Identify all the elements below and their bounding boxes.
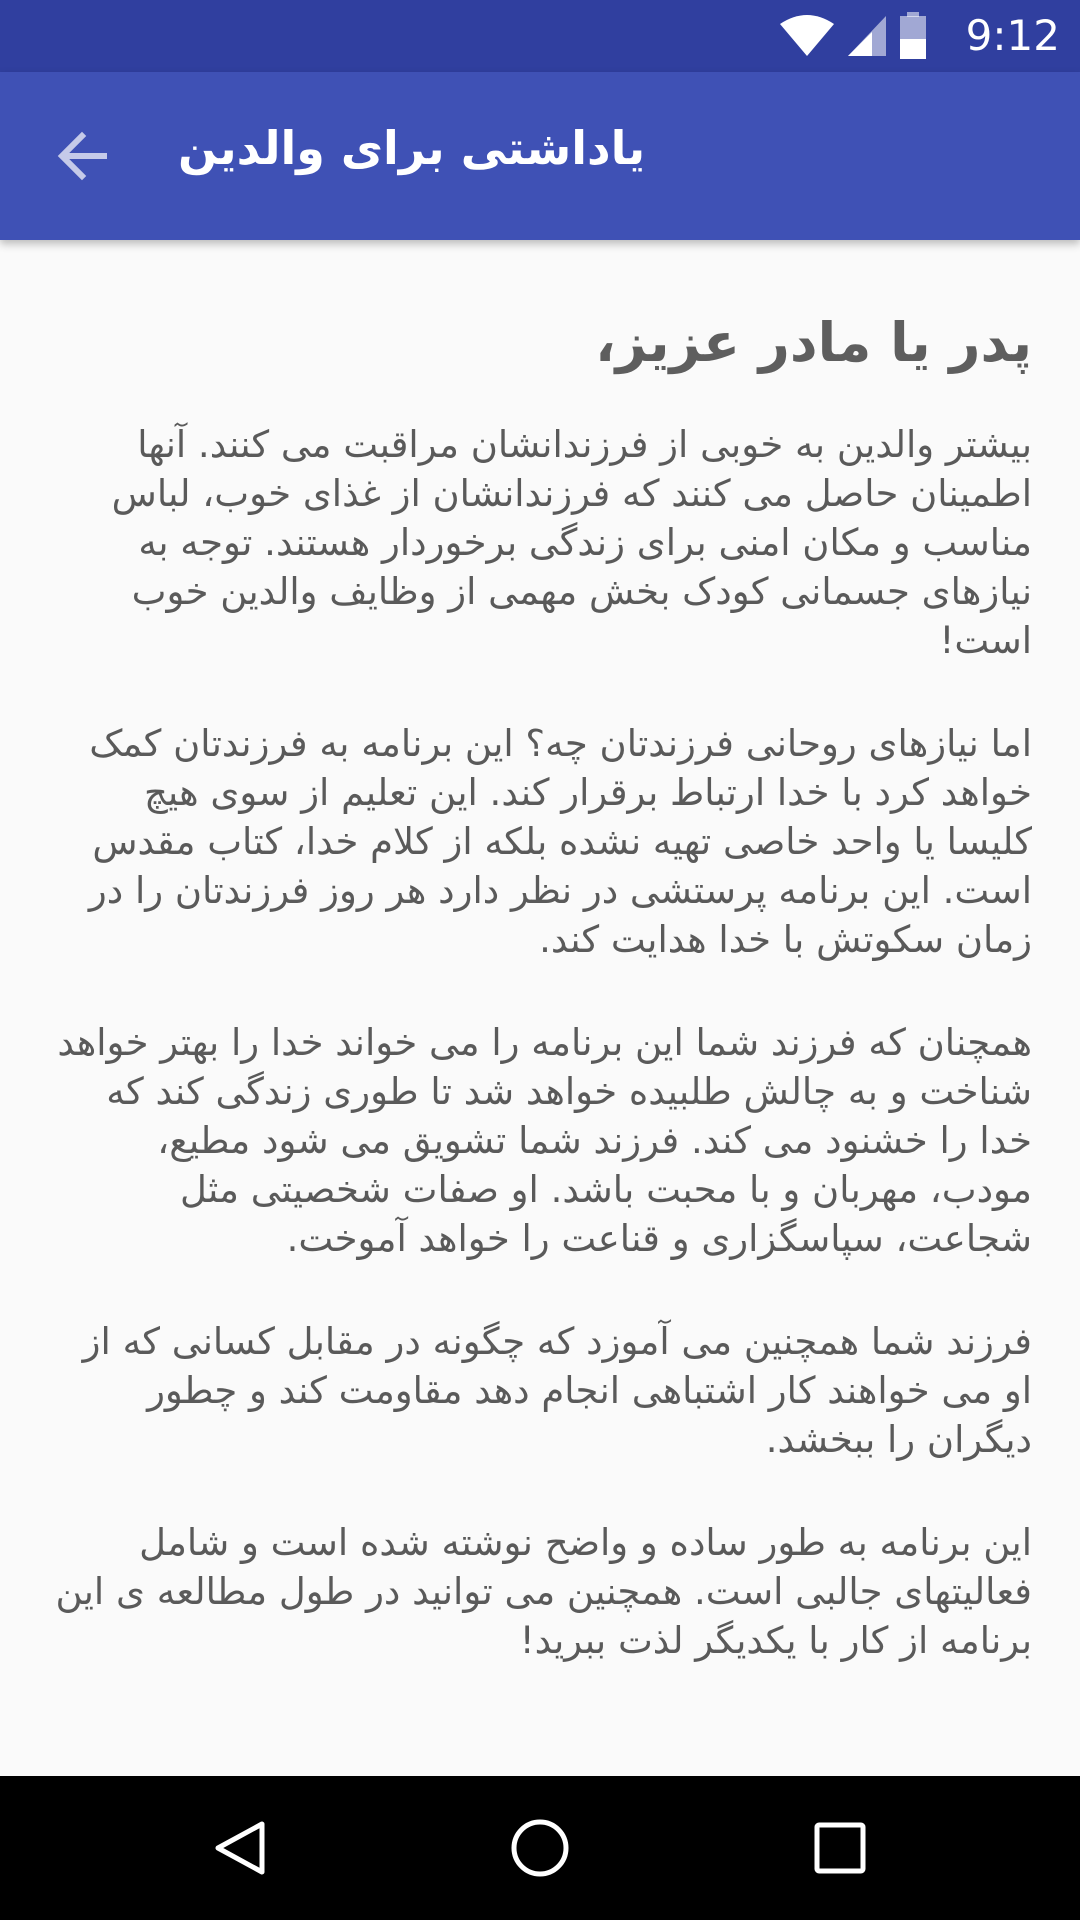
nav-home-icon bbox=[508, 1816, 572, 1880]
arrow-back-icon bbox=[54, 128, 110, 184]
nav-recents-button[interactable] bbox=[804, 1812, 876, 1884]
battery-icon bbox=[898, 12, 928, 60]
paragraph-4: فرزند شما همچنین می آموزد که چگونه در مقابل کسانی که از او می خواهند کار اشتباهی انجام دهد مقاومت کند و چطور دیگران را ببخشد. bbox=[82, 1320, 1032, 1461]
app-bar bbox=[0, 72, 1080, 240]
nav-home-button[interactable] bbox=[504, 1812, 576, 1884]
paragraph-3: همچنان که فرزند شما این برنامه را می خواند خدا را بهتر خواهد شناخت و به چالش طلبیده خواهد شد تا طوری زندگی کند که خدا را خشنود می کند. فرزند شما تشویق می شود مطیع، مودب، مهربان و با محبت باشد. او صفات شخصیتی مثل شجاعت، سپاسگزاری و قناعت را خواهد آموخت. bbox=[57, 1021, 1032, 1260]
status-icons bbox=[778, 12, 928, 60]
navigation-bar bbox=[0, 1776, 1080, 1920]
cell-signal-icon bbox=[846, 14, 888, 58]
nav-back-icon bbox=[210, 1818, 270, 1878]
paragraph-5: این برنامه به طور ساده و واضح نوشته شده است و شامل فعالیتهای جالبی است. همچنین می توانید در طول مطالعه ی این برنامه از کار با یکدیگر لذت ببرید! bbox=[55, 1521, 1032, 1662]
content-scroll-area[interactable] bbox=[48, 240, 1032, 1776]
nav-recents-icon bbox=[812, 1820, 868, 1876]
back-button[interactable] bbox=[40, 114, 124, 198]
greeting-heading: پدر یا مادر عزیز، bbox=[595, 311, 1032, 374]
nav-back-button[interactable] bbox=[204, 1812, 276, 1884]
status-bar bbox=[0, 0, 1080, 72]
paragraph-1: بیشتر والدین به خوبی از فرزندانشان مراقبت می کنند. آنها اطمینان حاصل می کنند که فرزندانشان از غذای خوب، لباس مناسب و مکان امنی برای زندگی برخوردار هستند. توجه به نیازهای جسمانی کودک بخش مهمی از وظایف والدین خوب است! bbox=[111, 423, 1032, 662]
page-title: یاداشتی برای والدین bbox=[178, 121, 646, 175]
status-time: 9:12 bbox=[965, 11, 1060, 60]
wifi-icon bbox=[778, 14, 836, 58]
paragraph-2: اما نیازهای روحانی فرزندتان چه؟ این برنامه به فرزندتان کمک خواهد کرد با خدا ارتباط برقرار کند. این تعلیم از سوی هیچ کلیسا یا واحد خاصی تهیه نشده بلکه از کلام خدا، کتاب مقدس است. این برنامه پرستشی در نظر دارد هر روز فرزندتان را در زمان سکوتش با خدا هدایت کند. bbox=[88, 722, 1032, 961]
